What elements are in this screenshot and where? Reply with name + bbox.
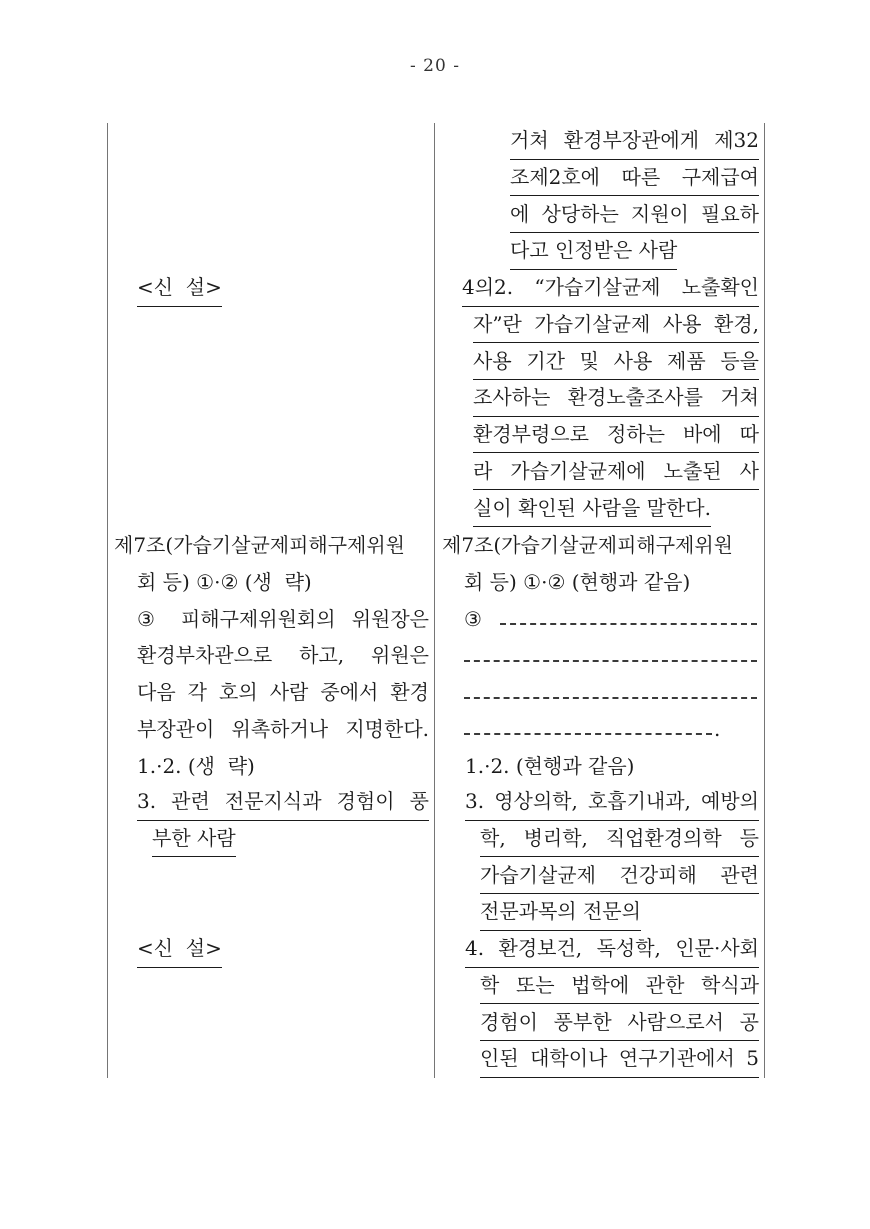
text-line — [436, 453, 763, 490]
line-text: 전문과목의 전문의 — [480, 894, 641, 931]
line-text: 자”란 가습기살균제 사용 환경, — [473, 307, 759, 344]
line-text: <신 설> — [137, 931, 222, 968]
text-line — [108, 637, 433, 674]
text-line — [436, 196, 763, 233]
text-line — [108, 674, 433, 711]
amendment-column — [436, 123, 763, 1078]
text-line — [436, 894, 763, 931]
text-line — [436, 233, 763, 270]
text-line — [436, 931, 763, 968]
line-text: ③ — [464, 606, 482, 631]
text-line — [108, 417, 433, 454]
text-line — [108, 564, 433, 601]
line-text: 거쳐 환경부장관에게 제32 — [510, 123, 759, 160]
line-text: 회 등) ①·② (현행과 같음) — [464, 569, 691, 594]
text-line — [108, 233, 433, 270]
text-line — [108, 123, 433, 160]
line-text: <신 설> — [137, 270, 222, 307]
line-text: 조제2호에 따른 구제급여 — [510, 160, 759, 197]
text-line — [436, 417, 763, 454]
text-line — [108, 380, 433, 417]
text-line — [108, 894, 433, 931]
line-text: 제7조(가습기살균제피해구제위원 — [442, 533, 734, 558]
comparison-table — [107, 123, 765, 1078]
ditto-dashes — [464, 660, 757, 662]
text-line — [108, 600, 433, 637]
text-line — [436, 527, 763, 564]
text-line — [108, 343, 433, 380]
line-text: 경험이 풍부한 사람으로서 공 — [480, 1004, 759, 1041]
text-line — [436, 711, 763, 748]
text-line — [108, 857, 433, 894]
text-line — [108, 821, 433, 858]
line-text: 부한 사람 — [152, 821, 236, 858]
text-line — [436, 490, 763, 527]
text-line — [436, 857, 763, 894]
text-line — [436, 380, 763, 417]
text-line — [436, 343, 763, 380]
text-line — [436, 821, 763, 858]
text-line — [436, 600, 763, 637]
text-line — [108, 453, 433, 490]
text-line — [108, 1004, 433, 1041]
text-line — [436, 1004, 763, 1041]
line-text: 3. 관련 전문지식과 경험이 풍 — [137, 784, 429, 821]
line-text: ③ 피해구제위원회의 위원장은 — [137, 606, 429, 631]
table-border-middle — [434, 123, 435, 1078]
text-line — [436, 160, 763, 197]
line-text: 가습기살균제 건강피해 관련 — [480, 857, 759, 894]
line-text: 인된 대학이나 연구기관에서 5 — [480, 1041, 759, 1078]
current-law-column — [108, 123, 433, 1078]
text-line — [436, 123, 763, 160]
line-text: 회 등) ①·② (생 략) — [137, 569, 312, 594]
text-line — [108, 307, 433, 344]
line-text: 1.·2. (생 략) — [137, 753, 255, 778]
text-line — [108, 527, 433, 564]
text-line — [108, 747, 433, 784]
text-line — [436, 564, 763, 601]
text-line — [436, 270, 763, 307]
line-text: 환경부차관으로 하고, 위원은 — [137, 643, 429, 668]
text-line — [436, 968, 763, 1005]
page-number: - 20 - — [410, 56, 460, 76]
ditto-dashes — [464, 733, 712, 735]
text-line — [108, 931, 433, 968]
line-text: 조사하는 환경노출조사를 거쳐 — [473, 380, 759, 417]
text-line — [436, 307, 763, 344]
text-line — [436, 1041, 763, 1078]
line-text: 1.·2. (현행과 같음) — [465, 753, 635, 778]
line-text: 부장관이 위촉하거나 지명한다. — [137, 716, 429, 741]
line-text: 3. 영상의학, 호흡기내과, 예방의 — [465, 784, 759, 821]
ditto-dashes — [464, 697, 757, 699]
ditto-dashes — [500, 623, 757, 625]
line-text: 에 상당하는 지원이 필요하 — [510, 196, 759, 233]
line-text: 4. 환경보건, 독성학, 인문·사회 — [465, 931, 759, 968]
line-text: 4의2. “가습기살균제 노출확인 — [462, 270, 759, 307]
line-suffix: . — [714, 716, 721, 741]
text-line — [436, 784, 763, 821]
text-line — [436, 637, 763, 674]
text-line — [108, 711, 433, 748]
text-line — [108, 968, 433, 1005]
line-text: 학, 병리학, 직업환경의학 등 — [480, 821, 759, 858]
text-line — [108, 784, 433, 821]
line-text: 환경부령으로 정하는 바에 따 — [473, 417, 759, 454]
line-text: 학 또는 법학에 관한 학식과 — [480, 968, 759, 1005]
text-line — [108, 490, 433, 527]
text-line — [436, 674, 763, 711]
line-text: 제7조(가습기살균제피해구제위원 — [114, 533, 406, 558]
text-line — [108, 196, 433, 233]
line-text: 다음 각 호의 사람 중에서 환경 — [137, 680, 429, 705]
text-line — [108, 160, 433, 197]
table-border-right — [764, 123, 765, 1078]
text-line — [108, 1041, 433, 1078]
line-text: 사용 기간 및 사용 제품 등을 — [473, 343, 759, 380]
line-text: 라 가습기살균제에 노출된 사 — [473, 453, 759, 490]
line-text: 실이 확인된 사람을 말한다. — [473, 490, 711, 527]
text-line — [108, 270, 433, 307]
text-line — [436, 747, 763, 784]
line-text: 다고 인정받은 사람 — [510, 233, 677, 270]
